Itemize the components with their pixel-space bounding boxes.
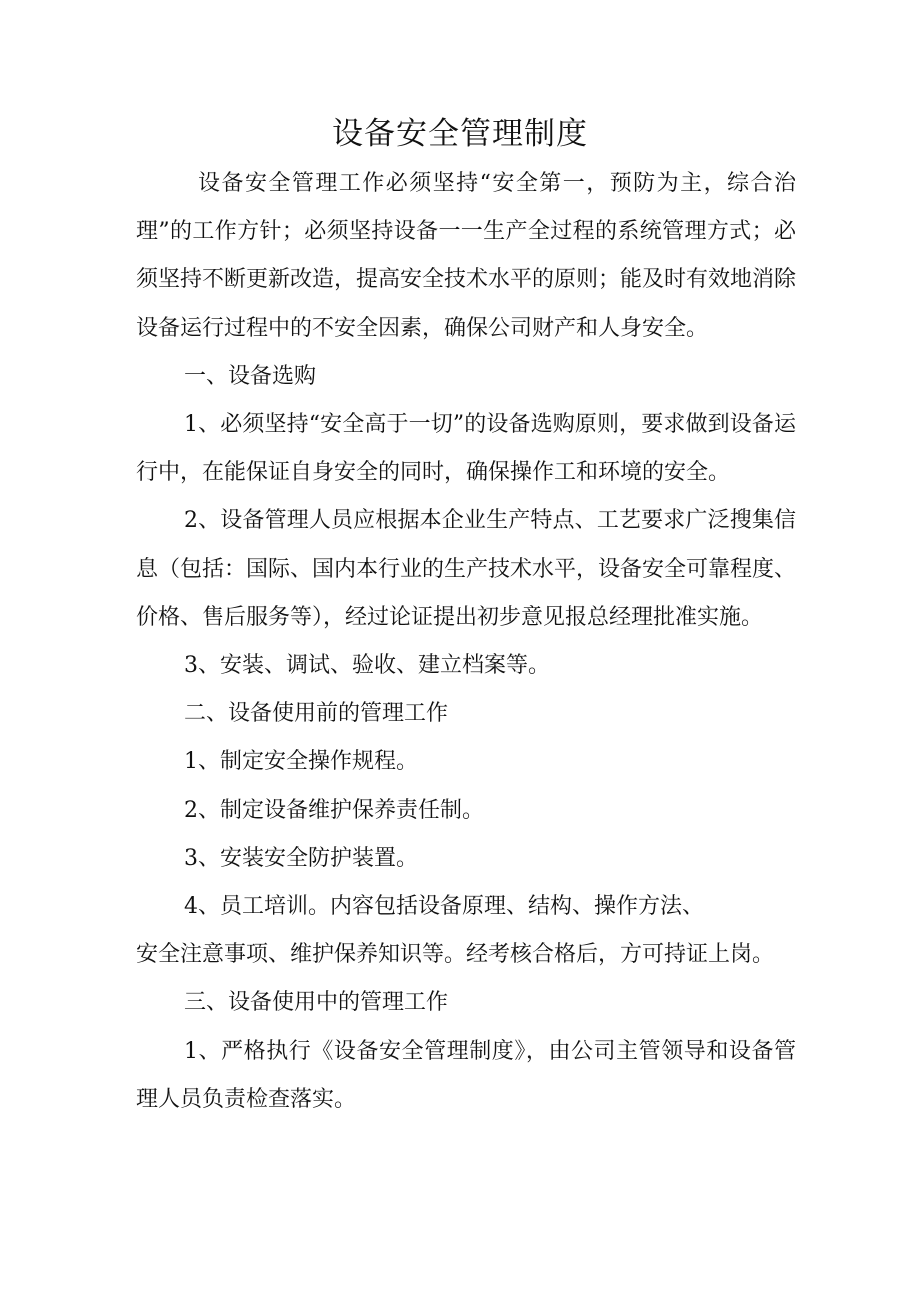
- document-body: [136, 160, 796, 1124]
- pre-use-item-4-line-2: 安全注意事项、维护保养知识等。经考核合格后，方可持证上岗。: [136, 942, 775, 968]
- pre-use-item-1: 1、制定安全操作规程。: [184, 749, 418, 775]
- document-title: 设备安全管理制度: [332, 116, 588, 152]
- intro-paragraph: 设备安全管理工作必须坚持“安全第一，预防为主，综合治理”的工作方针；必须坚持设备一一生产全过程的系统管理方式；必须坚持不断更新改造，提高安全技术水平的原则；能及时有效地消除设备运行过程中的不安全因素，确保公司财产和人身安全。: [136, 171, 797, 341]
- purchase-item-2: 2、设备管理人员应根据本企业生产特点、工艺要求广泛搜集信息（包括：国际、国内本行业的生产技术水平，设备安全可靠程度、价格、售后服务等），经过论证提出初步意见报总经理批准实施。: [136, 508, 797, 630]
- in-use-item-1: 1、严格执行《设备安全管理制度》，由公司主管领导和设备管理人员负责检查落实。: [136, 1038, 796, 1112]
- pre-use-item-2: 2、制定设备维护保养责任制。: [184, 797, 484, 823]
- section-heading-purchase: 一、设备选购: [184, 363, 317, 389]
- pre-use-item-4-line-1: 4、员工培训。内容包括设备原理、结构、操作方法、: [184, 894, 704, 920]
- section-heading-in-use: 三、设备使用中的管理工作: [184, 990, 449, 1016]
- purchase-item-1: 1、必须坚持“安全高于一切”的设备选购原则，要求做到设备运行中，在能保证自身安全的同时，确保操作工和环境的安全。: [136, 412, 796, 486]
- purchase-item-3: 3、安装、调试、验收、建立档案等。: [184, 653, 550, 679]
- pre-use-item-3: 3、安装安全防护装置。: [184, 845, 418, 871]
- section-heading-pre-use: 二、设备使用前的管理工作: [184, 701, 449, 727]
